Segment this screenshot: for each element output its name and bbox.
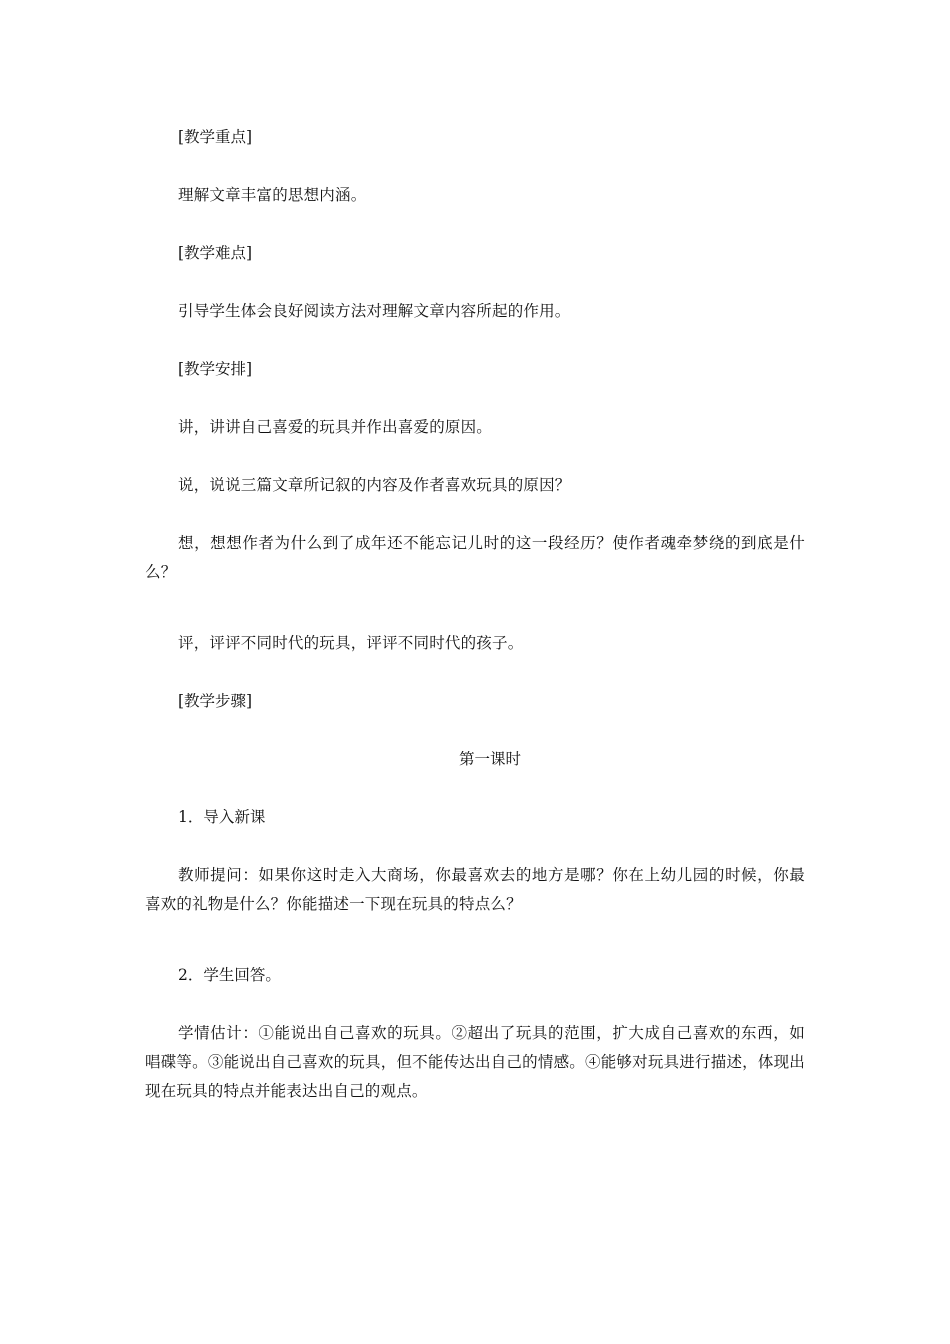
difficulty-text: 引导学生体会良好阅读方法对理解文章内容所起的作用。: [178, 302, 571, 320]
arrangement-item-3: 想，想想作者为什么到了成年还不能忘记儿时的这一段经历？使作者魂牵梦绕的到底是什么？: [145, 534, 805, 581]
arrangement-item-2: 说，说说三篇文章所记叙的内容及作者喜欢玩具的原因？: [178, 476, 571, 494]
step2-text: 学情估计：①能说出自己喜欢的玩具。②超出了玩具的范围，扩大成自己喜欢的东西，如唱碟等。③能说出自己喜欢的玩具，但不能传达出自己的情感。④能够对玩具进行描述，体现出现在玩具的特点并能表达出自己的观点。: [145, 1024, 805, 1100]
steps-heading: [教学步骤]: [178, 692, 253, 710]
step2-title: 2．学生回答。: [178, 966, 281, 984]
lesson-title: 第一课时: [458, 750, 521, 768]
arrangement-item-1: 讲，讲讲自己喜爱的玩具并作出喜爱的原因。: [178, 418, 493, 436]
arrangement-heading: [教学安排]: [178, 360, 253, 378]
step1-title: 1．导入新课: [178, 808, 266, 826]
arrangement-item-4: 评，评评不同时代的玩具，评评不同时代的孩子。: [178, 634, 524, 652]
step1-text: 教师提问：如果你这时走入大商场，你最喜欢去的地方是哪？你在上幼儿园的时候，你最喜欢的礼物是什么？你能描述一下现在玩具的特点么？: [145, 866, 805, 913]
difficulty-heading: [教学难点]: [178, 244, 253, 262]
key-point-heading: [教学重点]: [178, 128, 253, 146]
key-point-text: 理解文章丰富的思想内涵。: [178, 186, 367, 204]
